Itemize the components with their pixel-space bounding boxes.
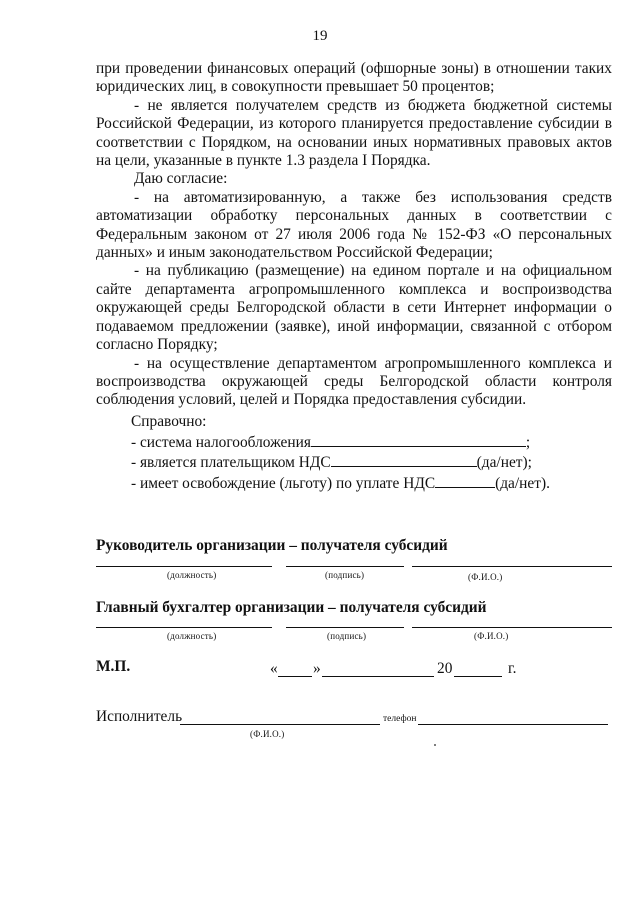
date-month-line[interactable]	[322, 676, 434, 677]
vat-payer-end: (да/нет);	[476, 454, 532, 471]
head-signature-caption: (подпись)	[325, 570, 365, 580]
paragraph-budget: - не является получателем средств из бюджета бюджетной системы Российской Федерации, из которого планируется предоставление субсидии в соответствии с Порядком, на основании иных нормативных правовых актов на цели, указанные в пункте 1.3 раздела I Порядка.	[96, 96, 612, 170]
head-position-caption: (должность)	[167, 570, 217, 580]
vat-exempt-end: (да/нет).	[495, 474, 550, 492]
paragraph-consent-title: Даю согласие:	[134, 170, 228, 188]
executor-phone-label: телефон	[383, 714, 417, 724]
reference-block	[131, 412, 550, 493]
accountant-name-caption: (Ф.И.О.)	[474, 631, 509, 641]
head-name-line[interactable]	[412, 566, 612, 567]
date-year-suffix: г.	[508, 660, 517, 677]
body-text	[96, 60, 612, 410]
accountant-signature-caption: (подпись)	[327, 631, 367, 641]
accountant-signature-heading: Главный бухгалтер организации – получателя субсидий	[96, 599, 487, 616]
tax-system-field[interactable]	[311, 432, 526, 447]
date-year-prefix: 20	[437, 660, 453, 677]
vat-payer-label: - является плательщиком НДС	[131, 454, 331, 471]
tax-system-end: ;	[525, 433, 531, 451]
executor-label: Исполнитель	[96, 708, 183, 725]
executor-name-line[interactable]	[180, 724, 380, 725]
vat-payer-field[interactable]	[331, 452, 477, 467]
accountant-position-line[interactable]	[96, 627, 272, 628]
accountant-position-caption: (должность)	[167, 631, 217, 641]
reference-vat-payer-row	[131, 452, 550, 473]
paragraph-personal-data: - на автоматизированную, а также без использования средств автоматизации обработку персональных данных в соответствии с Федеральным законом от 27 июля 2006 года № 152-ФЗ «О персональных данных» и иным законодательством Российской Федерации;	[96, 188, 612, 262]
stamp-label: М.П.	[96, 658, 131, 675]
paragraph-offshore: при проведении финансовых операций (офшорные зоны) в отношении таких юридических лиц, в совокупности превышает 50 процентов;	[96, 60, 612, 96]
head-signature-line[interactable]	[286, 566, 404, 567]
executor-name-caption: (Ф.И.О.)	[250, 729, 285, 739]
reference-tax-system-row	[131, 432, 550, 453]
accountant-signature-line[interactable]	[286, 627, 404, 628]
head-name-caption: (Ф.И.О.)	[468, 572, 503, 582]
vat-exempt-field[interactable]	[435, 473, 495, 488]
executor-phone-line[interactable]	[418, 724, 608, 725]
head-signature-heading: Руководитель организации – получателя субсидий	[96, 537, 448, 554]
date-year-line[interactable]	[454, 676, 502, 677]
tax-system-label: - система налогообложения	[131, 433, 311, 451]
date-day-line[interactable]	[278, 676, 312, 677]
paragraph-publication: - на публикацию (размещение) на едином портале и на официальном сайте департамента агропромышленного комплекса и воспроизводства окружающей среды Белгородской области в сети Интернет информации о подаваемом предложении (заявке), иной информации, связанной с отбором согласно Порядку;	[96, 262, 612, 354]
scan-speck	[434, 744, 436, 746]
accountant-name-line[interactable]	[412, 627, 612, 628]
reference-vat-exempt-row	[131, 473, 550, 494]
vat-exempt-label: - имеет освобождение (льготу) по уплате НДС	[131, 474, 436, 492]
paragraph-control: - на осуществление департаментом агропромышленного комплекса и воспроизводства окружающей среды Белгородской области контроля соблюдения условий, целей и Порядка предоставления субсидии.	[96, 354, 612, 409]
head-position-line[interactable]	[96, 566, 272, 567]
reference-title: Справочно:	[131, 413, 207, 430]
date-close-quote: »	[313, 660, 321, 677]
date-open-quote: «	[270, 660, 278, 677]
page-number: 19	[312, 28, 328, 44]
